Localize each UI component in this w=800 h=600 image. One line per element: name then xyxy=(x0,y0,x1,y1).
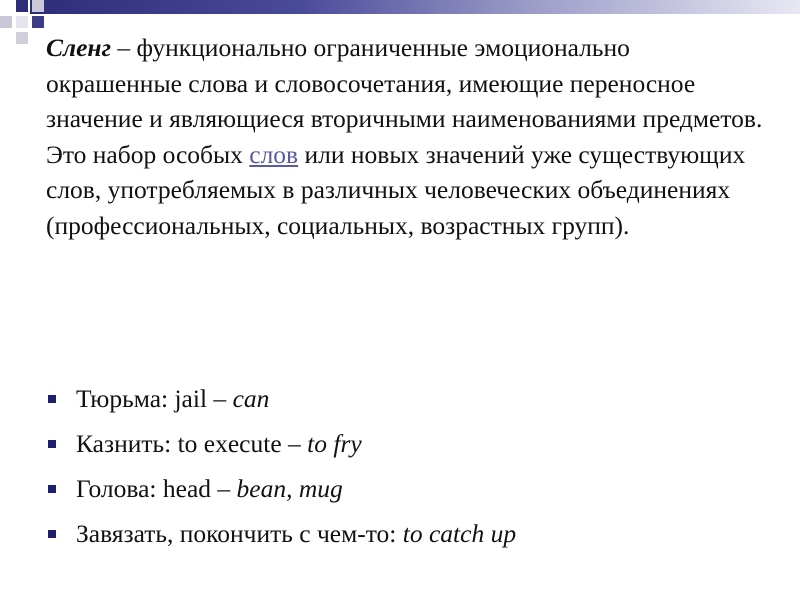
list-item xyxy=(46,466,516,511)
list-item xyxy=(46,421,516,466)
bullet-square-icon xyxy=(48,440,56,448)
decor-square xyxy=(16,16,28,28)
decor-square xyxy=(32,16,44,28)
example-label: Завязать, покончить с чем-то: xyxy=(76,519,403,548)
list-item xyxy=(46,376,516,421)
bullet-square-icon xyxy=(48,395,56,403)
example-slang: to fry xyxy=(307,429,362,458)
example-label: Казнить: to execute – xyxy=(76,429,308,458)
definition-text: – функционально ограниченные эмоционально окрашенные слова и словосочетания, имеющие переносное значение и являющиеся вторичными наименованиями предметов. xyxy=(46,33,763,133)
term: Сленг xyxy=(46,33,111,62)
definition-block xyxy=(46,30,766,243)
words-link[interactable]: слов xyxy=(249,139,299,169)
list-item xyxy=(46,511,516,556)
decor-square xyxy=(32,0,44,12)
description-text-start: Это набор особых xyxy=(46,139,250,169)
decor-square xyxy=(16,0,28,12)
header-gradient-bar xyxy=(30,0,800,14)
decor-square xyxy=(16,32,28,44)
example-label: Тюрьма: jail – xyxy=(76,384,233,413)
decor-square xyxy=(0,16,12,28)
description-text-end: или новых значений уже существующих слов, употребляемых в различных человеческих объединениях (профессиональных, социальных, возрастных групп). xyxy=(46,139,746,240)
example-label: Голова: head – xyxy=(76,474,237,503)
example-slang: bean, mug xyxy=(236,474,343,503)
example-slang: can xyxy=(232,384,270,413)
bullet-square-icon xyxy=(48,530,56,538)
description-paragraph xyxy=(46,137,766,244)
bullet-square-icon xyxy=(48,485,56,493)
top-decoration xyxy=(0,0,800,32)
example-slang: to catch up xyxy=(402,519,517,548)
definition-paragraph xyxy=(46,30,766,137)
examples-list xyxy=(46,376,516,556)
